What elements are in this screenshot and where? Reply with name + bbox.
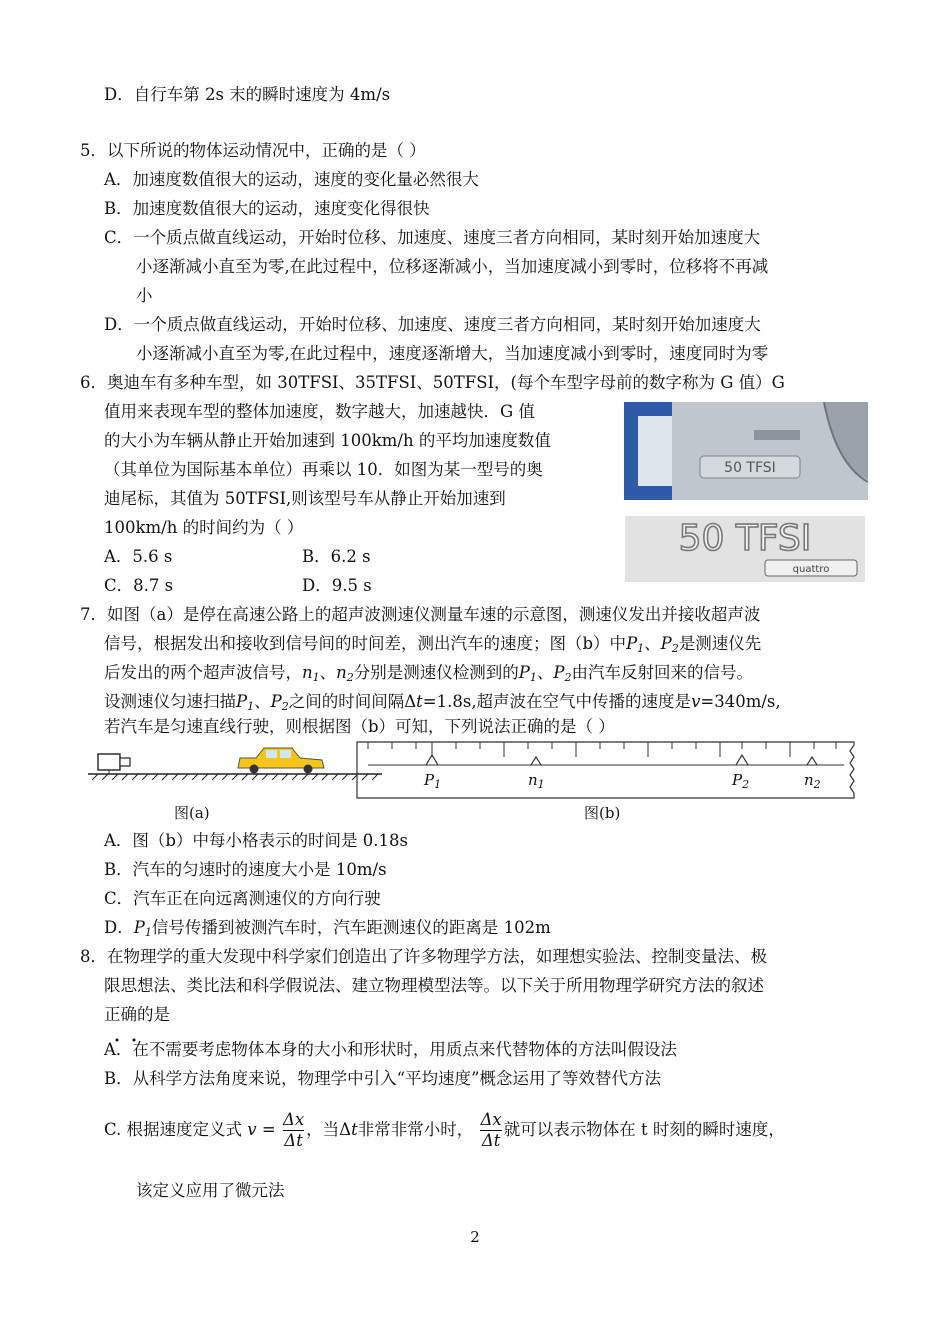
fig-b-mark-p1: $P_1$: [424, 771, 442, 791]
q7-line4-a: 设测速仪匀速扫描: [104, 692, 236, 711]
q6-stem-line4: （其单位为国际基本单位）再乘以 10．如图为某一型号的奥: [104, 460, 543, 479]
q8-c-pre: C. 根据速度定义式: [104, 1120, 243, 1139]
fraction-dx-dt: $\frac{\Delta x}{\Delta t}$: [282, 1110, 305, 1150]
q5-option-d-line1: D．一个质点做直线运动，开始时位移、加速度、速度三者方向相同，某时刻开始加速度大: [104, 315, 761, 334]
q6-option-c: C．8.7 s: [104, 576, 174, 595]
q8-option-a: A．在不需要考虑物体本身的大小和形状时，用质点来代替物体的方法叫假设法: [104, 1040, 677, 1059]
q7-option-c: C．汽车正在向远离测速仪的方向行驶: [104, 889, 381, 908]
q8-c-mid: ，当: [306, 1120, 340, 1139]
q7-line4-c: =1.8s,超声波在空气中传播的速度是: [422, 692, 692, 711]
fraction-dx-dt-2: $\frac{\Delta x}{\Delta t}$: [480, 1110, 502, 1150]
q5-option-c-line2: 小逐渐减小直至为零,在此过程中，位移逐渐减小，当加速度减小到零时，位移将不再减: [136, 257, 769, 276]
q6-stem-line3: 的大小为车辆从静止开始加速到 100km/h 的平均加速度数值: [104, 431, 551, 450]
q7-stem-line5: 若汽车是匀速直线行驶，则根据图（b）可知，下列说法正确的是（ ）: [104, 717, 615, 736]
fig-b-label: 图(b): [584, 804, 621, 822]
q7-line3-mid: 分别是测速仪检测到的: [353, 663, 519, 682]
q5-option-a: A．加速度数值很大的运动，速度的变化量必然很大: [104, 170, 479, 189]
q6-option-b: B．6.2 s: [302, 547, 371, 566]
q7-option-d-label: D．: [104, 918, 134, 937]
q7-option-d-text: 信号传播到被测汽车时，汽车距测速仪的距离是 102m: [151, 918, 551, 937]
q7-line3-text: 后发出的两个超声波信号，: [104, 663, 302, 682]
q7-option-a: A．图（b）中每小格表示的时间是 0.18s: [104, 831, 408, 850]
q7-stem-line3: 后发出的两个超声波信号，$n_1$、$n_2$分别是测速仪检测到的$P_1$、$P_2$由汽车反射回来的信号。: [104, 663, 753, 684]
badge-sub-text: quattro: [792, 564, 830, 575]
fig-b-mark-p2: $P_2$: [732, 771, 750, 791]
q8-c-post: 就可以表示物体在 t 时刻的瞬时速度，: [503, 1120, 785, 1139]
q8-stem-emphasis: 正确的是: [104, 1005, 170, 1024]
audi-rear-photo: [624, 402, 868, 500]
q7-stem-line4: 设测速仪匀速扫描$P_1$、$P_2$之间的时间间隔Δt=1.8s,超声波在空气中传播的速度是v=340m/s,: [104, 692, 781, 713]
q5-option-d-line2: 小逐渐减小直至为零,在此过程中，速度逐渐增大，当加速度减小到零时，速度同时为零: [136, 344, 769, 363]
q7-option-d: D．$P_1$信号传播到被测汽车时，汽车距测速仪的距离是 102m: [104, 918, 551, 939]
fig-a-diagram: [86, 740, 386, 780]
q8-option-c-line1: C. 根据速度定义式 v = $\frac{\Delta x}{\Delta t}$ ，当Δt非常非常小时， $\frac{\Delta x}{\Delta t}$ 就可以表示物体在 t 时刻的瞬时速度，: [104, 1110, 785, 1150]
q6-stem-line2: 值用来表现车型的整体加速度，数字越大，加速越快．G 值: [104, 402, 535, 421]
q8-stem-line2: 限思想法、类比法和科学假说法、建立物理模型法等。以下关于所用物理学研究方法的叙述: [104, 976, 764, 995]
q5-option-b: B．加速度数值很大的运动，速度变化得很快: [104, 199, 430, 218]
q7-stem-line2: 信号，根据发出和接收到信号间的时间差，测出汽车的速度；图（b）中$P_1$、$P_2$是测速仪先: [104, 634, 762, 655]
fig-b-scan-diagram: [356, 741, 856, 799]
q7-line2-tail: 是测速仪先: [678, 634, 762, 653]
q8-stem-line1: 8．在物理学的重大发现中科学家们创造出了许多物理学方法，如理想实验法、控制变量法、极: [80, 947, 767, 966]
q6-stem-line5: 迪尾标，其值为 50TFSI,则该型号车从静止开始加速到: [104, 489, 506, 508]
q7-line4-b: 之间的时间间隔Δ: [288, 692, 417, 711]
q4-option-d: D．自行车第 2s 末的瞬时速度为 4m/s: [104, 85, 391, 104]
q8-c-mid2: 非常非常小时，: [357, 1120, 474, 1139]
fig-a-label: 图(a): [174, 804, 210, 822]
q7-option-b: B．汽车的匀速时的速度大小是 10m/s: [104, 860, 387, 879]
emphasis-dots: [114, 1027, 144, 1031]
q6-stem-line6: 100km/h 的时间约为（ ）: [104, 518, 304, 537]
fig-b-mark-n2: $n_2$: [804, 771, 821, 791]
q5-option-c-line1: C．一个质点做直线运动，开始时位移、加速度、速度三者方向相同，某时刻开始加速度大: [104, 228, 761, 247]
q6-option-a: A．5.6 s: [104, 547, 173, 566]
page-number: 2: [470, 1228, 480, 1246]
q5-option-c-line3: 小: [136, 286, 153, 305]
q7-line4-d: =340m/s,: [700, 692, 781, 711]
q8-option-c-line2: 该定义应用了微元法: [136, 1181, 285, 1200]
q7-stem-line1: 7．如图（a）是停在高速公路上的超声波测速仪测量车速的示意图，测速仪发出并接收超声波: [80, 605, 761, 624]
q7-line3-tail: 由汽车反射回来的信号。: [571, 663, 753, 682]
q7-line2-text: 信号，根据发出和接收到信号间的时间差，测出汽车的速度；图（b）中: [104, 634, 627, 653]
badge-main-text: 50 TFSI: [678, 518, 812, 559]
audi-badge-closeup: [625, 516, 865, 582]
q8-stem-line3: [104, 1004, 170, 1026]
badge-photo-text: 50 TFSI: [724, 460, 776, 476]
q6-stem-line1: 6．奥迪车有多种车型，如 30TFSI、35TFSI、50TFSI，(每个车型字母前的数字称为 G 值）G: [80, 373, 785, 392]
q5-stem: 5．以下所说的物体运动情况中，正确的是（ ）: [80, 141, 426, 160]
fig-b-mark-n1: $n_1$: [528, 771, 545, 791]
q8-option-b: B．从科学方法角度来说，物理学中引入“平均速度”概念运用了等效替代方法: [104, 1069, 661, 1088]
q6-option-d: D．9.5 s: [302, 576, 372, 595]
